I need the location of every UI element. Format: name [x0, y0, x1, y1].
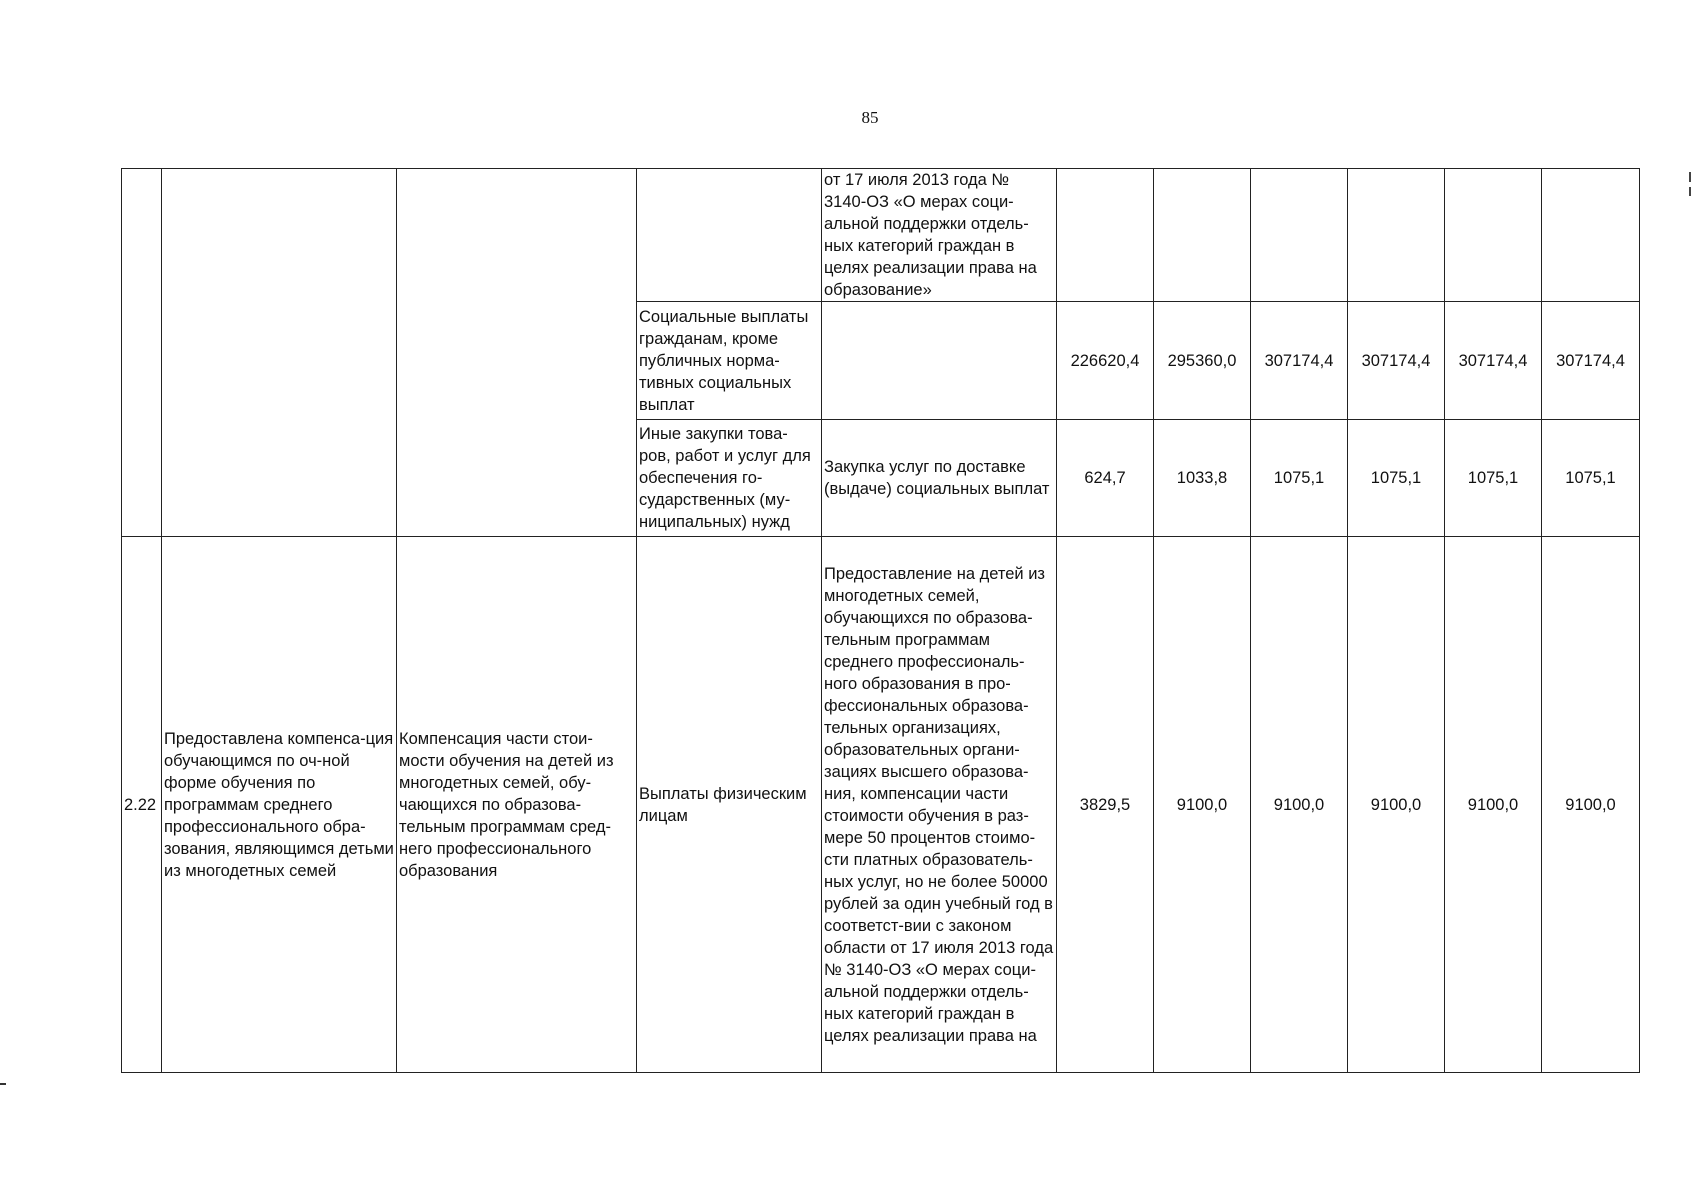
value-cell: 9100,0: [1348, 537, 1445, 1073]
cell-expense-empty: [637, 169, 822, 302]
description-cell: Закупка услуг по доставке (выдаче) социальных выплат: [822, 420, 1057, 537]
value-cell-empty: [1348, 169, 1445, 302]
cell-number-empty: [122, 169, 162, 537]
value-cell: 1075,1: [1542, 420, 1640, 537]
value-cell-empty: [1057, 169, 1154, 302]
value-cell: 9100,0: [1445, 537, 1542, 1073]
value-cell: 307174,4: [1251, 302, 1348, 420]
value-cell: 9100,0: [1154, 537, 1251, 1073]
value-cell: 3829,5: [1057, 537, 1154, 1073]
value-cell: 307174,4: [1542, 302, 1640, 420]
expense-type-cell: Выплаты физическим лицам: [637, 537, 822, 1073]
page-number: 85: [861, 108, 879, 127]
table-row-law-continuation: [122, 169, 1640, 302]
description-cell: Предоставление на детей из многодетных семей, обучающихся по образова-тельным программам среднего профессиональ-ного образования в про-фессиональных образова-тельных организациях, образовательных органи-зациях высшего образова-ния, компенсации части стоимости обучения в раз-мере 50 процентов стоимо-сти платных образователь-ных услуг, но не более 50000 рублей за один учебный год в соответст-вии с законом области от 17 июля 2013 года № 3140-ОЗ «О мерах соци-альной поддержки отдель-ных категорий граждан в целях реализации права на: [822, 537, 1057, 1073]
value-cell: 9100,0: [1542, 537, 1640, 1073]
result-cell: Предоставлена компенса-ция обучающимся по оч-ной форме обучения по программам среднего профессионального обра-зования, являющимся детьми из многодетных семей: [162, 537, 397, 1073]
scan-edge-mark: [0, 1083, 6, 1085]
value-cell: 624,7: [1057, 420, 1154, 537]
value-cell: 295360,0: [1154, 302, 1251, 420]
description-cell-empty: [822, 302, 1057, 420]
budget-table: [121, 168, 1640, 1073]
value-cell: 1033,8: [1154, 420, 1251, 537]
scan-edge-mark: [1689, 187, 1691, 196]
value-cell-empty: [1445, 169, 1542, 302]
value-cell: 307174,4: [1348, 302, 1445, 420]
value-cell: 307174,4: [1445, 302, 1542, 420]
measure-cell: Компенсация части стои-мости обучения на детей из многодетных семей, обу-чающихся по образова-тельным программам сред-него профессионального образования: [397, 537, 637, 1073]
expense-type-cell: Иные закупки това-ров, работ и услуг для обеспечения го-сударственных (му-ниципальных) нужд: [637, 420, 822, 537]
value-cell: 1075,1: [1251, 420, 1348, 537]
value-cell-empty: [1154, 169, 1251, 302]
value-cell: 9100,0: [1251, 537, 1348, 1073]
cell-result-empty: [162, 169, 397, 537]
scan-edge-mark: [1689, 172, 1691, 182]
cell-measure-empty: [397, 169, 637, 537]
expense-type-cell: Социальные выплаты гражданам, кроме публичных норма-тивных социальных выплат: [637, 302, 822, 420]
table-row-2-22: [122, 537, 1640, 1073]
value-cell: 1075,1: [1445, 420, 1542, 537]
row-number-cell: 2.22: [122, 537, 162, 1073]
value-cell: 226620,4: [1057, 302, 1154, 420]
value-cell-empty: [1251, 169, 1348, 302]
law-reference-cell: от 17 июля 2013 года № 3140-ОЗ «О мерах соци-альной поддержки отдель-ных категорий граждан в целях реализации права на образование»: [822, 169, 1057, 302]
value-cell-empty: [1542, 169, 1640, 302]
value-cell: 1075,1: [1348, 420, 1445, 537]
